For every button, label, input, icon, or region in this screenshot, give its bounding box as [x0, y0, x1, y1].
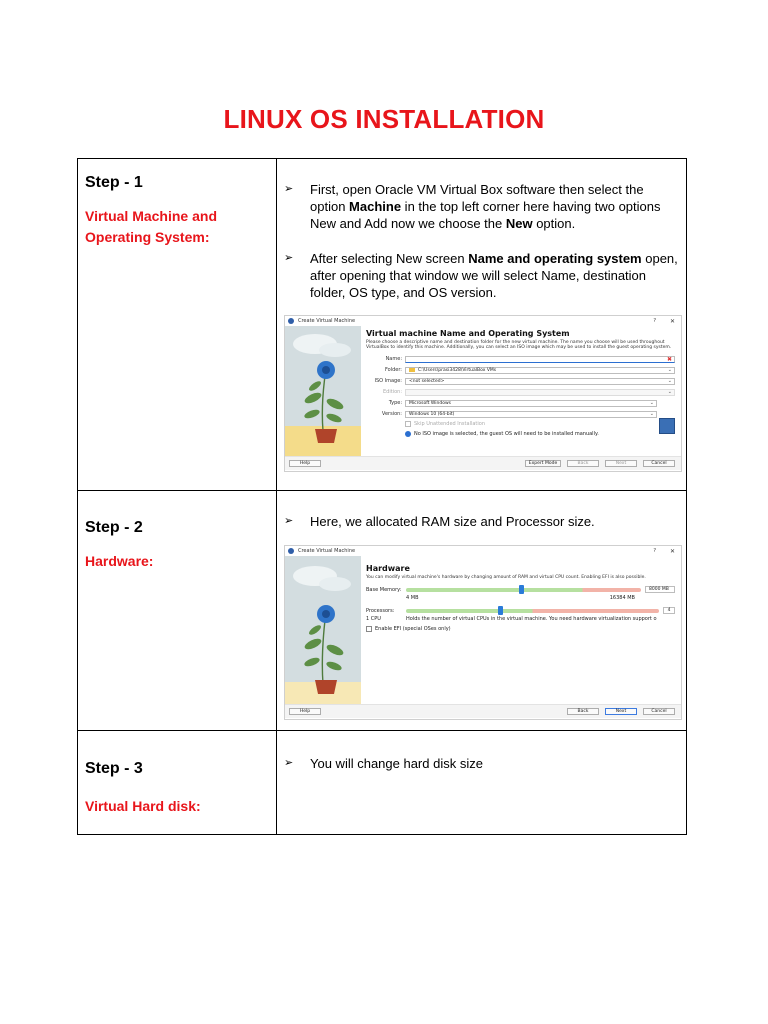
- error-icon: ✖: [666, 355, 672, 363]
- next-button[interactable]: Next: [605, 708, 637, 715]
- arrow-bullet-icon: ➢: [284, 757, 294, 769]
- version-select[interactable]: Windows 10 (64-bit) ⌄: [405, 411, 657, 418]
- arrow-bullet-icon: ➢: [284, 252, 294, 264]
- wizard-illustration: [285, 326, 361, 456]
- dialog-description: You can modify virtual machine's hardware by changing amount of RAM and virtual CPU count. Enabling EFI is also possible.: [366, 575, 646, 580]
- step-1-subtitle-line1: Virtual Machine and: [85, 208, 217, 224]
- base-memory-slider[interactable]: [406, 588, 641, 592]
- virtualbox-logo-icon: [288, 548, 294, 554]
- base-memory-row: Base Memory: 8000 MB: [366, 584, 675, 595]
- dialog-content: [361, 556, 681, 704]
- virtualbox-logo-icon: [288, 318, 294, 324]
- base-memory-slider-handle[interactable]: [519, 585, 524, 594]
- arrow-bullet-icon: ➢: [284, 515, 294, 527]
- step-2-row: [78, 491, 687, 731]
- folder-select[interactable]: C:\Users\prasi3428\VirtualBox VMs ⌄: [405, 367, 675, 374]
- dialog-description: Please choose a descriptive name and destination folder for the new virtual machine. The name you choose will be used throughout VirtualBox to identify this machine. Additionally, you can select an ISO image which may be used to install the guest operating system.: [366, 340, 672, 351]
- skip-unattended-checkbox[interactable]: [405, 421, 411, 427]
- page-title: LINUX OS INSTALLATION: [223, 104, 545, 134]
- step-1-title: Step - 1: [85, 174, 143, 191]
- step-3-content-cell: [277, 731, 687, 835]
- expert-mode-button[interactable]: Expert Mode: [525, 460, 561, 467]
- chevron-down-icon: ⌄: [667, 367, 672, 374]
- step-1-bullet-1: ➢ First, open Oracle VM Virtual Box software then select the option Machine in the top left corner here having two options New and Add now we choose the New option.: [284, 182, 661, 231]
- os-logo-icon: [659, 418, 675, 434]
- folder-icon: [409, 368, 415, 372]
- skip-unattended-row: Skip Unattended Installation: [366, 420, 675, 429]
- plant-illustration-icon: [285, 556, 361, 704]
- processors-row: Processors: 4: [366, 605, 675, 616]
- step-2-content-cell: [277, 491, 687, 731]
- processors-spinbox[interactable]: 4: [663, 607, 675, 614]
- folder-row: Folder: C:\Users\prasi3428\VirtualBox VMs ⌄: [366, 365, 675, 376]
- step-3-title: Step - 3: [85, 760, 143, 777]
- info-icon: [405, 431, 411, 437]
- step-2-label-cell: [78, 491, 277, 731]
- chevron-down-icon: ⌄: [667, 389, 672, 396]
- create-vm-dialog-hardware: [284, 545, 682, 720]
- type-select[interactable]: Microsoft Windows ⌄: [405, 400, 657, 407]
- step-3-row: [78, 731, 687, 835]
- step-1-label-cell: [78, 159, 277, 491]
- dialog-footer: [285, 456, 681, 470]
- help-icon[interactable]: ?: [653, 548, 656, 554]
- step-2-subtitle: Hardware:: [85, 553, 154, 569]
- wizard-illustration: [285, 556, 361, 704]
- back-button[interactable]: Back: [567, 708, 599, 715]
- edition-row: Edition: ⌄: [366, 387, 675, 398]
- chevron-down-icon: ⌄: [667, 378, 672, 385]
- step-3-subtitle: Virtual Hard disk:: [85, 798, 201, 814]
- cancel-button[interactable]: Cancel: [643, 708, 675, 715]
- step-1-content-cell: [277, 159, 687, 491]
- iso-info-row: No ISO image is selected, the guest OS will need to be installed manually.: [366, 429, 675, 439]
- arrow-bullet-icon: ➢: [284, 183, 294, 195]
- help-icon[interactable]: ?: [653, 318, 656, 324]
- dialog-content: [361, 326, 681, 456]
- processors-slider[interactable]: [406, 609, 659, 613]
- chevron-down-icon: ⌄: [649, 411, 654, 418]
- edition-select: [405, 389, 675, 396]
- base-memory-range: 4 MB 16384 MB: [406, 595, 635, 602]
- enable-efi-checkbox[interactable]: [366, 626, 372, 632]
- iso-select[interactable]: <not selected> ⌄: [405, 378, 675, 385]
- step-3-bullet: ➢ You will change hard disk size: [284, 756, 483, 771]
- step-1-subtitle-line2: Operating System:: [85, 229, 210, 245]
- processors-slider-handle[interactable]: [498, 606, 503, 615]
- step-1-bullet-2: ➢ After selecting New screen Name and operating system open, after opening that window we will select Name, destination folder, OS type, and OS version.: [284, 251, 678, 300]
- type-row: Type: Microsoft Windows ⌄: [366, 398, 675, 409]
- help-button[interactable]: Help: [289, 708, 321, 715]
- step-2-title: Step - 2: [85, 519, 143, 536]
- base-memory-spinbox[interactable]: 8000 MB: [645, 586, 675, 593]
- chevron-down-icon: ⌄: [649, 400, 654, 407]
- plant-illustration-icon: [285, 326, 361, 456]
- dialog-heading: Hardware: [366, 564, 410, 573]
- close-icon[interactable]: ✕: [669, 547, 675, 555]
- close-icon[interactable]: ✕: [669, 317, 675, 325]
- name-input[interactable]: [405, 356, 675, 363]
- step-3-label-cell: [78, 731, 277, 835]
- steps-table: [77, 158, 687, 835]
- processors-hint-row: 1 CPU Holds the number of virtual CPUs in the virtual machine. You need hardware virtualization support o: [366, 616, 657, 623]
- step-2-bullet: ➢ Here, we allocated RAM size and Processor size.: [284, 514, 595, 529]
- back-button[interactable]: Back: [567, 460, 599, 467]
- create-vm-dialog-name-os: [284, 315, 682, 472]
- enable-efi-row: Enable EFI (special OSes only): [366, 624, 675, 633]
- dialog-heading: Virtual machine Name and Operating System: [366, 329, 570, 338]
- iso-row: ISO Image: <not selected> ⌄: [366, 376, 675, 387]
- step-1-row: [78, 159, 687, 491]
- version-row: Version: Windows 10 (64-bit) ⌄: [366, 409, 675, 420]
- help-button[interactable]: Help: [289, 460, 321, 467]
- cancel-button[interactable]: Cancel: [643, 460, 675, 467]
- name-row: Name: ✖: [366, 354, 675, 365]
- next-button[interactable]: Next: [605, 460, 637, 467]
- dialog-titlebar: Create Virtual Machine ? ✕: [285, 546, 681, 556]
- dialog-footer: [285, 704, 681, 718]
- dialog-titlebar: Create Virtual Machine ? ✕: [285, 316, 681, 326]
